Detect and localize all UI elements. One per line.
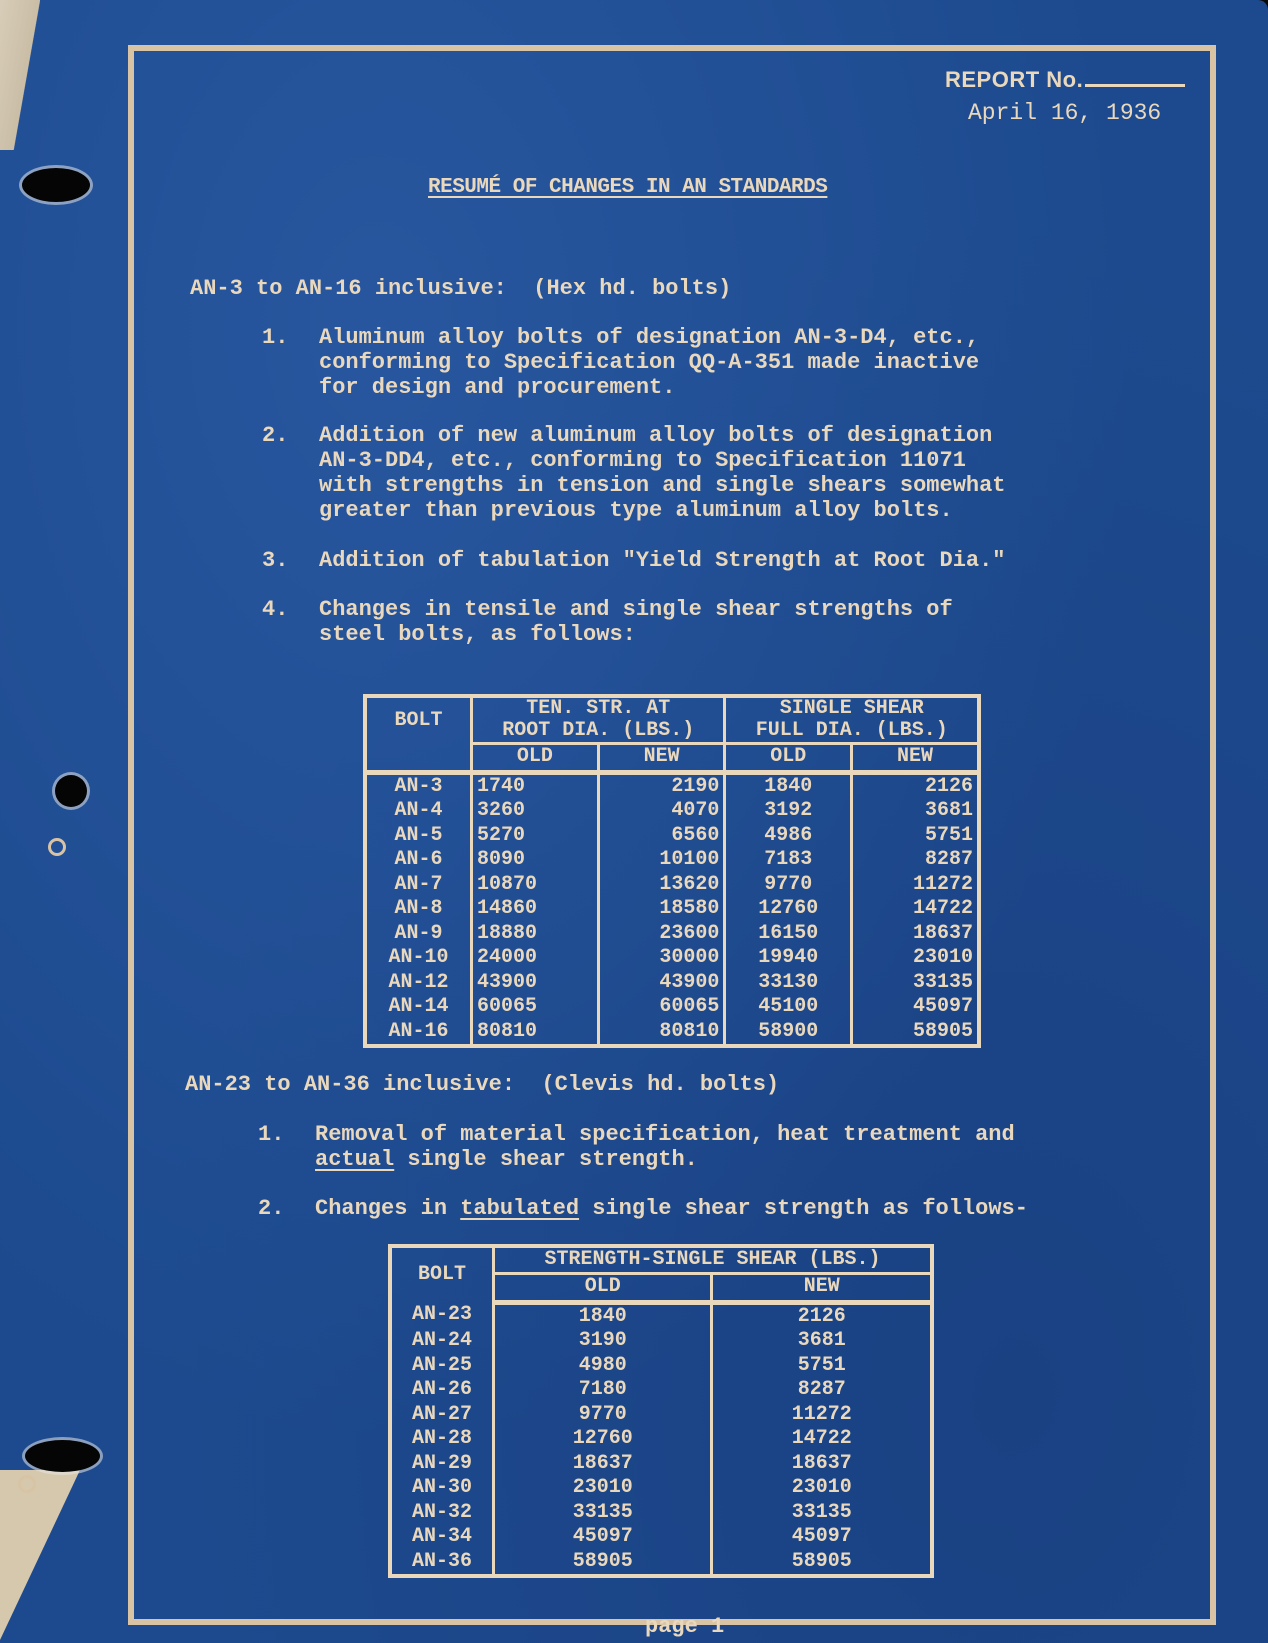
ten-old-cell: 10870 <box>472 873 599 898</box>
shear-new-cell: 45097 <box>852 995 980 1020</box>
shear-old-cell: 16150 <box>725 922 852 947</box>
table-row <box>390 1550 932 1577</box>
bolt-cell: AN-24 <box>390 1329 494 1354</box>
ten-old-cell: 80810 <box>472 1020 599 1047</box>
clevis-bolt-shear-table <box>388 1244 934 1578</box>
ten-new-cell: 30000 <box>598 946 725 971</box>
new-cell: 33135 <box>712 1501 932 1526</box>
bolt-cell: AN-26 <box>390 1378 494 1403</box>
table-row <box>390 1378 932 1403</box>
bolt-cell: AN-30 <box>390 1476 494 1501</box>
ten-old-cell: 60065 <box>472 995 599 1020</box>
old-cell: 23010 <box>494 1476 712 1501</box>
col-group-shear: SINGLE SHEAR <box>725 696 979 720</box>
item-number: 1. <box>262 325 289 350</box>
document-title: RESUMÉ OF CHANGES IN AN STANDARDS <box>428 176 828 199</box>
col-header-bolt: BOLT <box>365 696 472 744</box>
shear-new-cell: 2126 <box>852 772 980 799</box>
binder-hole-middle-icon <box>55 775 87 807</box>
bolt-cell: AN-23 <box>390 1302 494 1329</box>
old-cell: 58905 <box>494 1550 712 1577</box>
steel-bolt-strength-table <box>363 694 981 1048</box>
torn-corner-top <box>0 0 40 150</box>
shear-old-cell: 7183 <box>725 848 852 873</box>
ten-new-cell: 6560 <box>598 824 725 849</box>
ten-new-cell: 43900 <box>598 971 725 996</box>
new-cell: 3681 <box>712 1329 932 1354</box>
table-row <box>365 897 979 922</box>
reinforcement-ring-bottom-icon <box>18 1475 36 1493</box>
item-text: Changes in tabulated single shear strength as follows- <box>315 1196 1028 1221</box>
bolt-cell: AN-6 <box>365 848 472 873</box>
table-row <box>390 1329 932 1354</box>
bolt-cell: AN-7 <box>365 873 472 898</box>
table-row <box>390 1452 932 1477</box>
bolt-cell: AN-32 <box>390 1501 494 1526</box>
shear-new-cell: 23010 <box>852 946 980 971</box>
old-cell: 45097 <box>494 1525 712 1550</box>
ten-old-cell: 43900 <box>472 971 599 996</box>
report-number-blank <box>1085 84 1185 87</box>
ten-new-cell: 2190 <box>598 772 725 799</box>
item-number: 2. <box>262 423 289 448</box>
old-cell: 9770 <box>494 1403 712 1428</box>
table-row <box>365 873 979 898</box>
bolt-cell: AN-14 <box>365 995 472 1020</box>
old-cell: 33135 <box>494 1501 712 1526</box>
table-row <box>390 1354 932 1379</box>
bolt-cell: AN-29 <box>390 1452 494 1477</box>
bolt-cell: AN-3 <box>365 772 472 799</box>
shear-new-cell: 14722 <box>852 897 980 922</box>
shear-old-cell: 58900 <box>725 1020 852 1047</box>
shear-old-cell: 12760 <box>725 897 852 922</box>
item-text: Changes in tensile and single shear strengths of steel bolts, as follows: <box>319 597 953 647</box>
ten-old-cell: 1740 <box>472 772 599 799</box>
new-cell: 2126 <box>712 1302 932 1329</box>
col-group-single-shear: STRENGTH-SINGLE SHEAR (LBS.) <box>494 1246 933 1274</box>
old-cell: 12760 <box>494 1427 712 1452</box>
table-row <box>390 1476 932 1501</box>
shear-new-cell: 8287 <box>852 848 980 873</box>
new-cell: 58905 <box>712 1550 932 1577</box>
shear-new-cell: 58905 <box>852 1020 980 1047</box>
ten-old-cell: 8090 <box>472 848 599 873</box>
new-cell: 45097 <box>712 1525 932 1550</box>
ten-old-cell: 24000 <box>472 946 599 971</box>
col-header-new: NEW <box>712 1274 932 1303</box>
ten-new-cell: 10100 <box>598 848 725 873</box>
report-number-label <box>945 67 1185 93</box>
bolt-cell: AN-8 <box>365 897 472 922</box>
col-header-old: OLD <box>494 1274 712 1303</box>
shear-old-cell: 33130 <box>725 971 852 996</box>
col-header-shear-old: OLD <box>725 744 852 773</box>
old-cell: 3190 <box>494 1329 712 1354</box>
bolt-cell: AN-28 <box>390 1427 494 1452</box>
table-row <box>365 922 979 947</box>
reinforcement-ring-icon <box>48 838 66 856</box>
shear-new-cell: 3681 <box>852 799 980 824</box>
item-text: Addition of new aluminum alloy bolts of designation AN-3-DD4, etc., conforming to Specification 11071 with strengths in tension and single shears somewhat greater than previous type aluminum alloy bolts. <box>319 423 1006 523</box>
shear-old-cell: 45100 <box>725 995 852 1020</box>
col-header-ten-old: OLD <box>472 744 599 773</box>
old-cell: 18637 <box>494 1452 712 1477</box>
old-cell: 4980 <box>494 1354 712 1379</box>
ten-new-cell: 13620 <box>598 873 725 898</box>
shear-old-cell: 4986 <box>725 824 852 849</box>
section-heading-hex-bolts: AN-3 to AN-16 inclusive: (Hex hd. bolts) <box>190 276 732 301</box>
bolt-cell: AN-10 <box>365 946 472 971</box>
item-text: Removal of material specification, heat treatment and actual single shear strength. <box>315 1122 1015 1172</box>
old-cell: 7180 <box>494 1378 712 1403</box>
shear-old-cell: 3192 <box>725 799 852 824</box>
item-number: 3. <box>262 548 289 573</box>
item-number: 2. <box>258 1196 285 1221</box>
col-header-blank <box>365 744 472 773</box>
item-number: 4. <box>262 597 289 622</box>
col-header-shear-new: NEW <box>852 744 980 773</box>
table-row <box>365 848 979 873</box>
bolt-cell: AN-25 <box>390 1354 494 1379</box>
bolt-cell: AN-12 <box>365 971 472 996</box>
table-row <box>365 946 979 971</box>
new-cell: 23010 <box>712 1476 932 1501</box>
table-row <box>365 995 979 1020</box>
shear-new-cell: 11272 <box>852 873 980 898</box>
shear-new-cell: 18637 <box>852 922 980 947</box>
table-row <box>365 1020 979 1047</box>
item-number: 1. <box>258 1122 285 1147</box>
table-row <box>365 971 979 996</box>
bolt-cell: AN-5 <box>365 824 472 849</box>
shear-old-cell: 1840 <box>725 772 852 799</box>
binder-hole-top-icon <box>22 168 90 202</box>
new-cell: 11272 <box>712 1403 932 1428</box>
table-row <box>365 824 979 849</box>
new-cell: 14722 <box>712 1427 932 1452</box>
shear-new-cell: 5751 <box>852 824 980 849</box>
item-text: Aluminum alloy bolts of designation AN-3-D4, etc., conforming to Specification QQ-A-351 made inactive for design and procurement. <box>319 325 980 400</box>
table-row <box>390 1525 932 1550</box>
bolt-cell: AN-27 <box>390 1403 494 1428</box>
ten-new-cell: 4070 <box>598 799 725 824</box>
section-heading-clevis-bolts: AN-23 to AN-36 inclusive: (Clevis hd. bolts) <box>185 1072 780 1097</box>
bolt-cell: AN-9 <box>365 922 472 947</box>
col-header-ten-new: NEW <box>598 744 725 773</box>
ten-new-cell: 23600 <box>598 922 725 947</box>
report-label-text: REPORT No. <box>945 67 1084 92</box>
col-group-shear-line2: FULL DIA. (LBS.) <box>725 720 979 744</box>
report-date: April 16, 1936 <box>968 100 1162 126</box>
table-row <box>390 1403 932 1428</box>
col-header-bolt: BOLT <box>390 1246 494 1302</box>
new-cell: 18637 <box>712 1452 932 1477</box>
shear-old-cell: 19940 <box>725 946 852 971</box>
ten-old-cell: 5270 <box>472 824 599 849</box>
shear-new-cell: 33135 <box>852 971 980 996</box>
shear-old-cell: 9770 <box>725 873 852 898</box>
table-row <box>390 1501 932 1526</box>
table-row <box>390 1427 932 1452</box>
ten-new-cell: 18580 <box>598 897 725 922</box>
table-row <box>390 1302 932 1329</box>
col-group-tensile: TEN. STR. AT <box>472 696 725 720</box>
page-number: page 1 <box>645 1614 725 1639</box>
bolt-cell: AN-16 <box>365 1020 472 1047</box>
table-row <box>365 772 979 799</box>
ten-new-cell: 60065 <box>598 995 725 1020</box>
ten-old-cell: 3260 <box>472 799 599 824</box>
item-text: Addition of tabulation "Yield Strength at Root Dia." <box>319 548 1006 573</box>
bolt-cell: AN-34 <box>390 1525 494 1550</box>
new-cell: 5751 <box>712 1354 932 1379</box>
bolt-cell: AN-4 <box>365 799 472 824</box>
table-row <box>365 799 979 824</box>
ten-old-cell: 18880 <box>472 922 599 947</box>
old-cell: 1840 <box>494 1302 712 1329</box>
binder-hole-bottom-icon <box>25 1440 100 1472</box>
col-group-tensile-line2: ROOT DIA. (LBS.) <box>472 720 725 744</box>
ten-new-cell: 80810 <box>598 1020 725 1047</box>
bolt-cell: AN-36 <box>390 1550 494 1577</box>
torn-corner-bottom <box>0 1470 80 1640</box>
ten-old-cell: 14860 <box>472 897 599 922</box>
new-cell: 8287 <box>712 1378 932 1403</box>
